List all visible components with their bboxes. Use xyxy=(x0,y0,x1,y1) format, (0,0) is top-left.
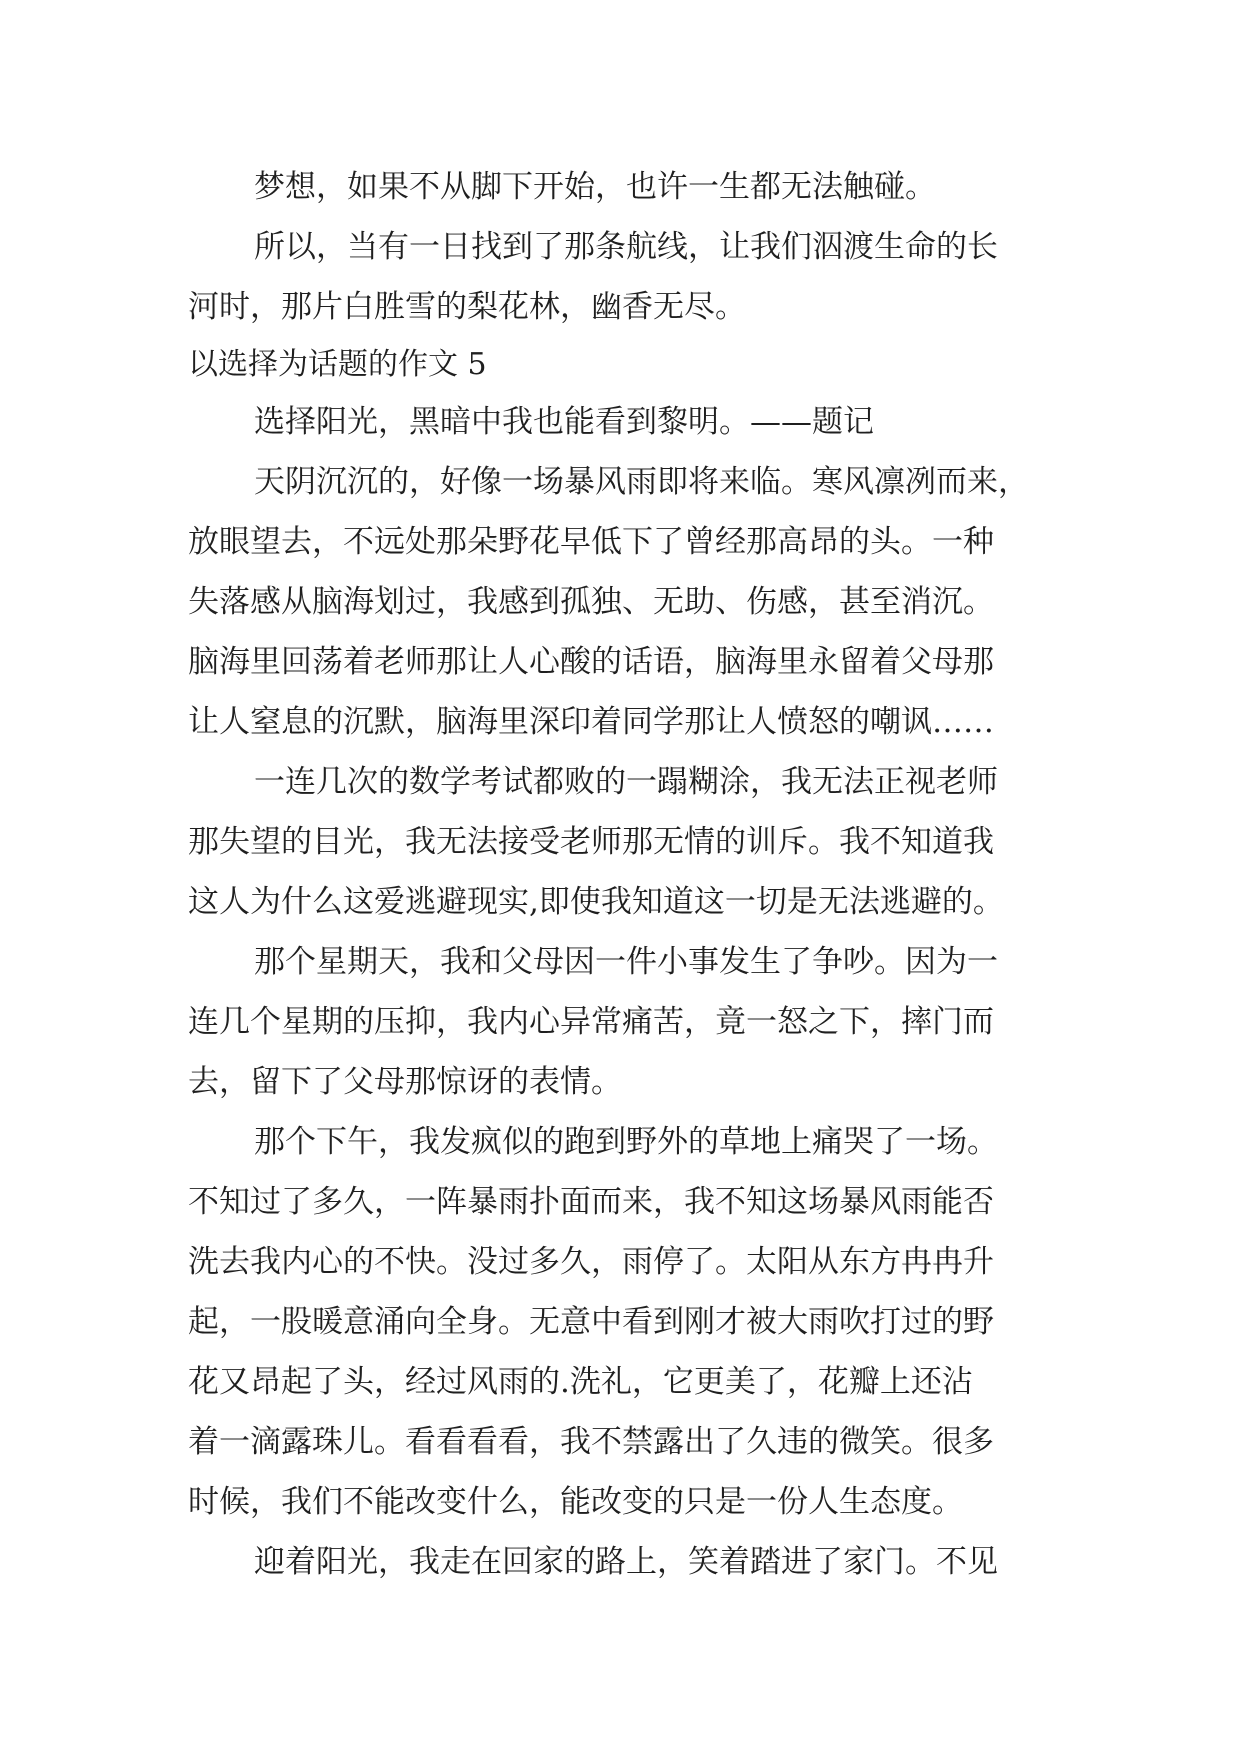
text-line: 那个星期天，我和父母因一件小事发生了争吵。因为一 xyxy=(254,944,998,980)
text-line: 去，留下了父母那惊讶的表情。 xyxy=(188,1064,622,1100)
text-line: 梦想，如果不从脚下开始，也许一生都无法触碰。 xyxy=(254,169,936,205)
text-line: 选择阳光，黑暗中我也能看到黎明。——题记 xyxy=(254,404,874,440)
section-heading: 以选择为话题的作文 5 xyxy=(188,347,487,382)
text-line: 时候，我们不能改变什么，能改变的只是一份人生态度。 xyxy=(188,1484,963,1520)
text-line: 让人窒息的沉默，脑海里深印着同学那让人愤怒的嘲讽…… xyxy=(188,704,994,740)
text-line: 花又昂起了头，经过风雨的.洗礼，它更美了，花瓣上还沾 xyxy=(188,1364,973,1400)
text-line: 起，一股暖意涌向全身。无意中看到刚才被大雨吹打过的野 xyxy=(188,1304,994,1340)
text-line: 一连几次的数学考试都败的一蹋糊涂，我无法正视老师 xyxy=(254,764,998,800)
text-line: 那失望的目光，我无法接受老师那无情的训斥。我不知道我 xyxy=(188,824,994,860)
text-line: 不知过了多久，一阵暴雨扑面而来，我不知这场暴风雨能否 xyxy=(188,1184,994,1220)
text-line: 洗去我内心的不快。没过多久，雨停了。太阳从东方冉冉升 xyxy=(188,1244,994,1280)
text-line: 连几个星期的压抑，我内心异常痛苦，竟一怒之下，摔门而 xyxy=(188,1004,994,1040)
text-line: 脑海里回荡着老师那让人心酸的话语，脑海里永留着父母那 xyxy=(188,644,994,680)
text-line: 这人为什么这爱逃避现实,即使我知道这一切是无法逃避的。 xyxy=(188,884,1004,920)
text-line: 河时，那片白胜雪的梨花林，幽香无尽。 xyxy=(188,289,746,325)
text-line: 天阴沉沉的，好像一场暴风雨即将来临。寒风凛冽而来， xyxy=(254,464,1029,500)
text-line: 那个下午，我发疯似的跑到野外的草地上痛哭了一场。 xyxy=(254,1124,998,1160)
text-line: 放眼望去，不远处那朵野花早低下了曾经那高昂的头。一种 xyxy=(188,524,994,560)
text-line: 所以，当有一日找到了那条航线，让我们泅渡生命的长 xyxy=(254,229,998,265)
text-line: 迎着阳光，我走在回家的路上，笑着踏进了家门。不见 xyxy=(254,1544,998,1580)
text-line: 失落感从脑海划过，我感到孤独、无助、伤感，甚至消沉。 xyxy=(188,584,994,620)
text-line: 着一滴露珠儿。看看看看，我不禁露出了久违的微笑。很多 xyxy=(188,1424,994,1460)
